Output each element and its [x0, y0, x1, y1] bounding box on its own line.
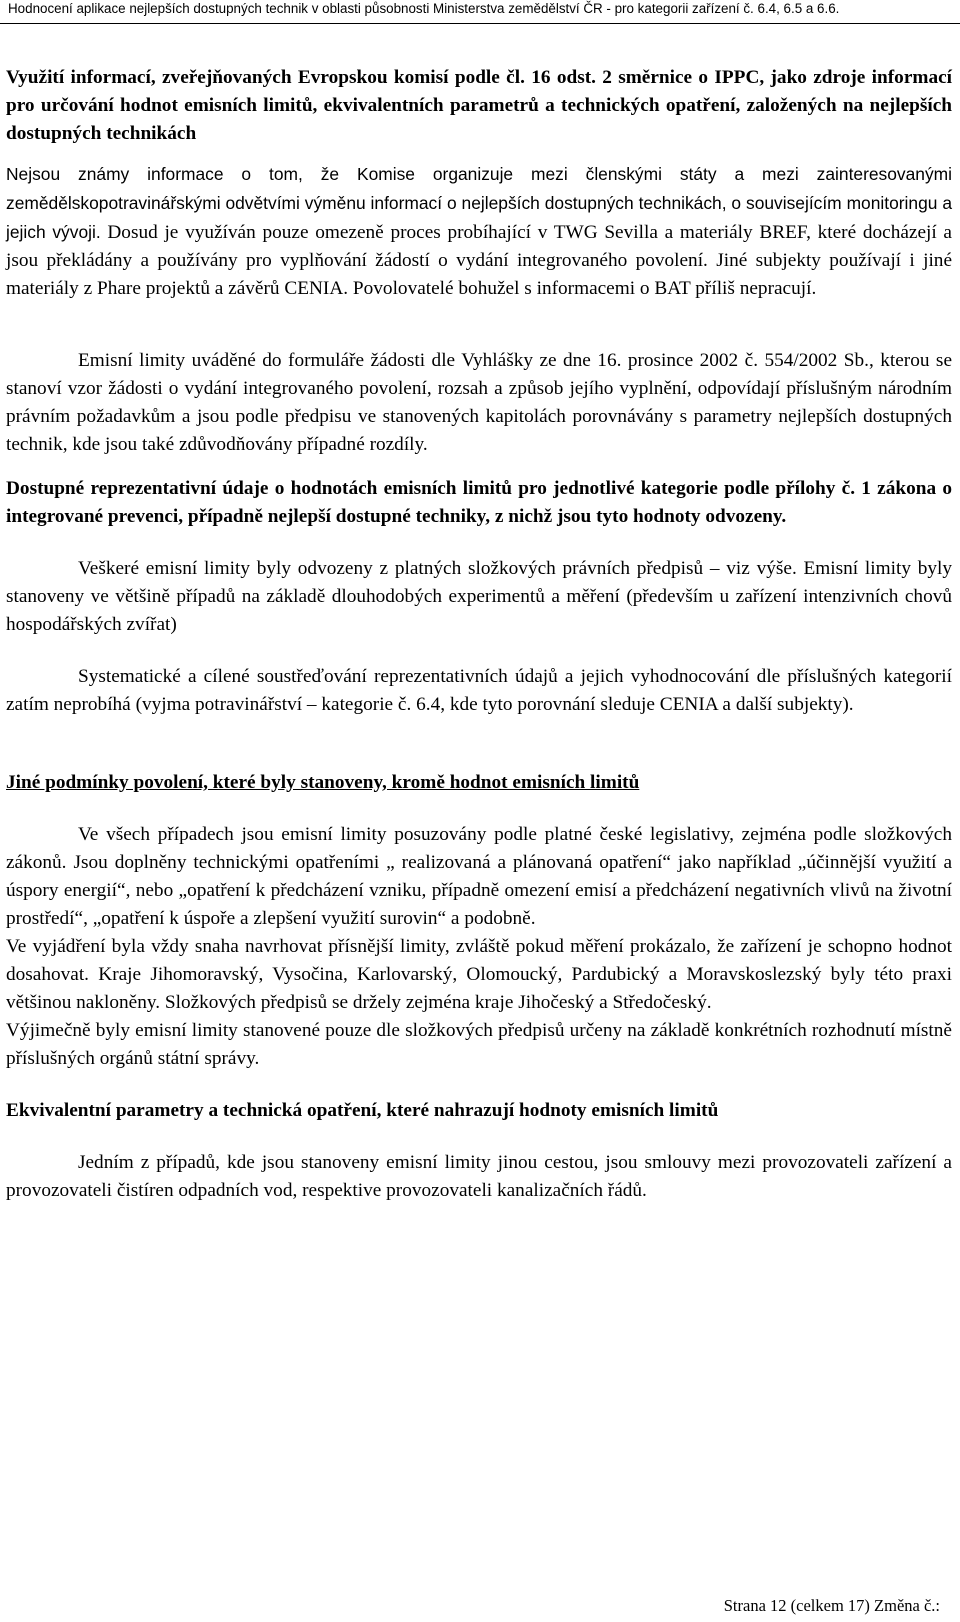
- paragraph-exchange-information-serif: Dosud je využíván pouze omezeně proces probíhající v TWG Sevilla a materiály BREF, které docházejí a jsou překládány a používány pro vyplňování žádostí o vydání integrovaného povolení. Jiné subjekty používají i jiné materiály z Phare projektů a závěrů CENIA. Povolovatelé bohužel s informacemi o BAT příliš nepracují.: [6, 222, 952, 299]
- page-number: Strana 12 (celkem 17) Změna č.:: [723, 1596, 940, 1615]
- paragraph-exceptional-limits: Výjimečně byly emisní limity stanovené pouze dle složkových předpisů určeny na základě konkrétních rozhodnutí místně příslušných orgánů státní správy.: [6, 1020, 952, 1069]
- page-footer: [724, 1596, 940, 1616]
- running-header-title: Hodnocení aplikace nejlepších dostupných technik v oblasti působnosti Ministerstva zemědělství ČR - pro kategorii zařízení č. 6.4, 6.5 a 6.6.: [8, 1, 840, 16]
- section-heading-equivalent-parameters: Ekvivalentní parametry a technická opatření, které nahrazují hodnoty emisních limitů: [6, 1100, 719, 1121]
- paragraph-exchange-information-sans: Nejsou známy informace o tom, že Komise organizuje mezi členskými státy a mezi zainteresovanými zemědělskopotravinářskými odvětvími výměnu informací o nejlepších dostupných technikách, o souvisejícím monitoringu a jejich vývoji.: [6, 164, 952, 242]
- paragraph-czech-legislation: Ve všech případech jsou emisní limity posuzovány podle platné české legislativy, zejména podle složkových zákonů. Jsou doplněny technickými opatřeními „ realizovaná a plánovaná opatření“ jako například „účinnější využití a úspory energií“, nebo „opatření k předcházení vzniku, případně omezení emisí a předcházení negativních vlivů na životní prostředí“, „opatření k úspoře a zlepšení využití surovin“ a podobně.: [6, 824, 952, 929]
- section-heading-ippc-information: Využití informací, zveřejňovaných Evropskou komisí podle čl. 16 odst. 2 směrnice o IPPC, jako zdroje informací pro určování hodnot emisních limitů, ekvivalentních parametrů a technických opatření, založených na nejlepších dostupných technikách: [6, 67, 952, 144]
- document-body: [6, 64, 952, 1205]
- running-header: [0, 0, 960, 24]
- paragraph-exchange-information: [6, 160, 952, 303]
- section-heading-representative-data: Dostupné reprezentativní údaje o hodnotách emisních limitů pro jednotlivé kategorie podle přílohy č. 1 zákona o integrované prevenci, případně nejlepší dostupné techniky, z nichž jsou tyto hodnoty odvozeny.: [6, 478, 952, 527]
- paragraph-derived-limits: Veškeré emisní limity byly odvozeny z platných složkových právních předpisů – viz výše. Emisní limity byly stanoveny ve většině případů na základě dlouhodobých experimentů a měření (především u zařízení intenzivních chovů hospodářských zvířat): [6, 558, 952, 635]
- paragraph-contracts: Jedním z případů, kde jsou stanoveny emisní limity jinou cestou, jsou smlouvy mezi provozovateli zařízení a provozovateli čistíren odpadních vod, respektive provozovateli kanalizačních řádů.: [6, 1152, 952, 1201]
- paragraph-stricter-limits: Ve vyjádření byla vždy snaha navrhovat přísnější limity, zvláště pokud měření prokázalo, že zařízení je schopno hodnot dosahovat. Kraje Jihomoravský, Vysočina, Karlovarský, Olomoucký, Pardubický a Moravskoslezský byly této praxi většinou nakloněny. Složkových předpisů se držely zejména kraje Jihočeský a Středočeský.: [6, 936, 952, 1013]
- paragraph-systematic-collection: Systematické a cílené soustřeďování reprezentativních údajů a jejich vyhodnocování dle příslušných kategorií zatím neprobíhá (vyjma potravinářství – kategorie č. 6.4, kde tyto porovnání sleduje CENIA a další subjekty).: [6, 666, 952, 715]
- section-heading-other-conditions: Jiné podmínky povolení, které byly stanoveny, kromě hodnot emisních limitů: [6, 772, 640, 793]
- paragraph-emission-limits-form: Emisní limity uváděné do formuláře žádosti dle Vyhlášky ze dne 16. prosince 2002 č. 554/2002 Sb., kterou se stanoví vzor žádosti o vydání integrovaného povolení, rozsah a způsob jejího vyplnění, odpovídají příslušným národním právním požadavkům a jsou podle předpisu ve stanovených kapitolách porovnávány s parametry nejlepších dostupných technik, kde jsou také zdůvodňovány případné rozdíly.: [6, 350, 952, 455]
